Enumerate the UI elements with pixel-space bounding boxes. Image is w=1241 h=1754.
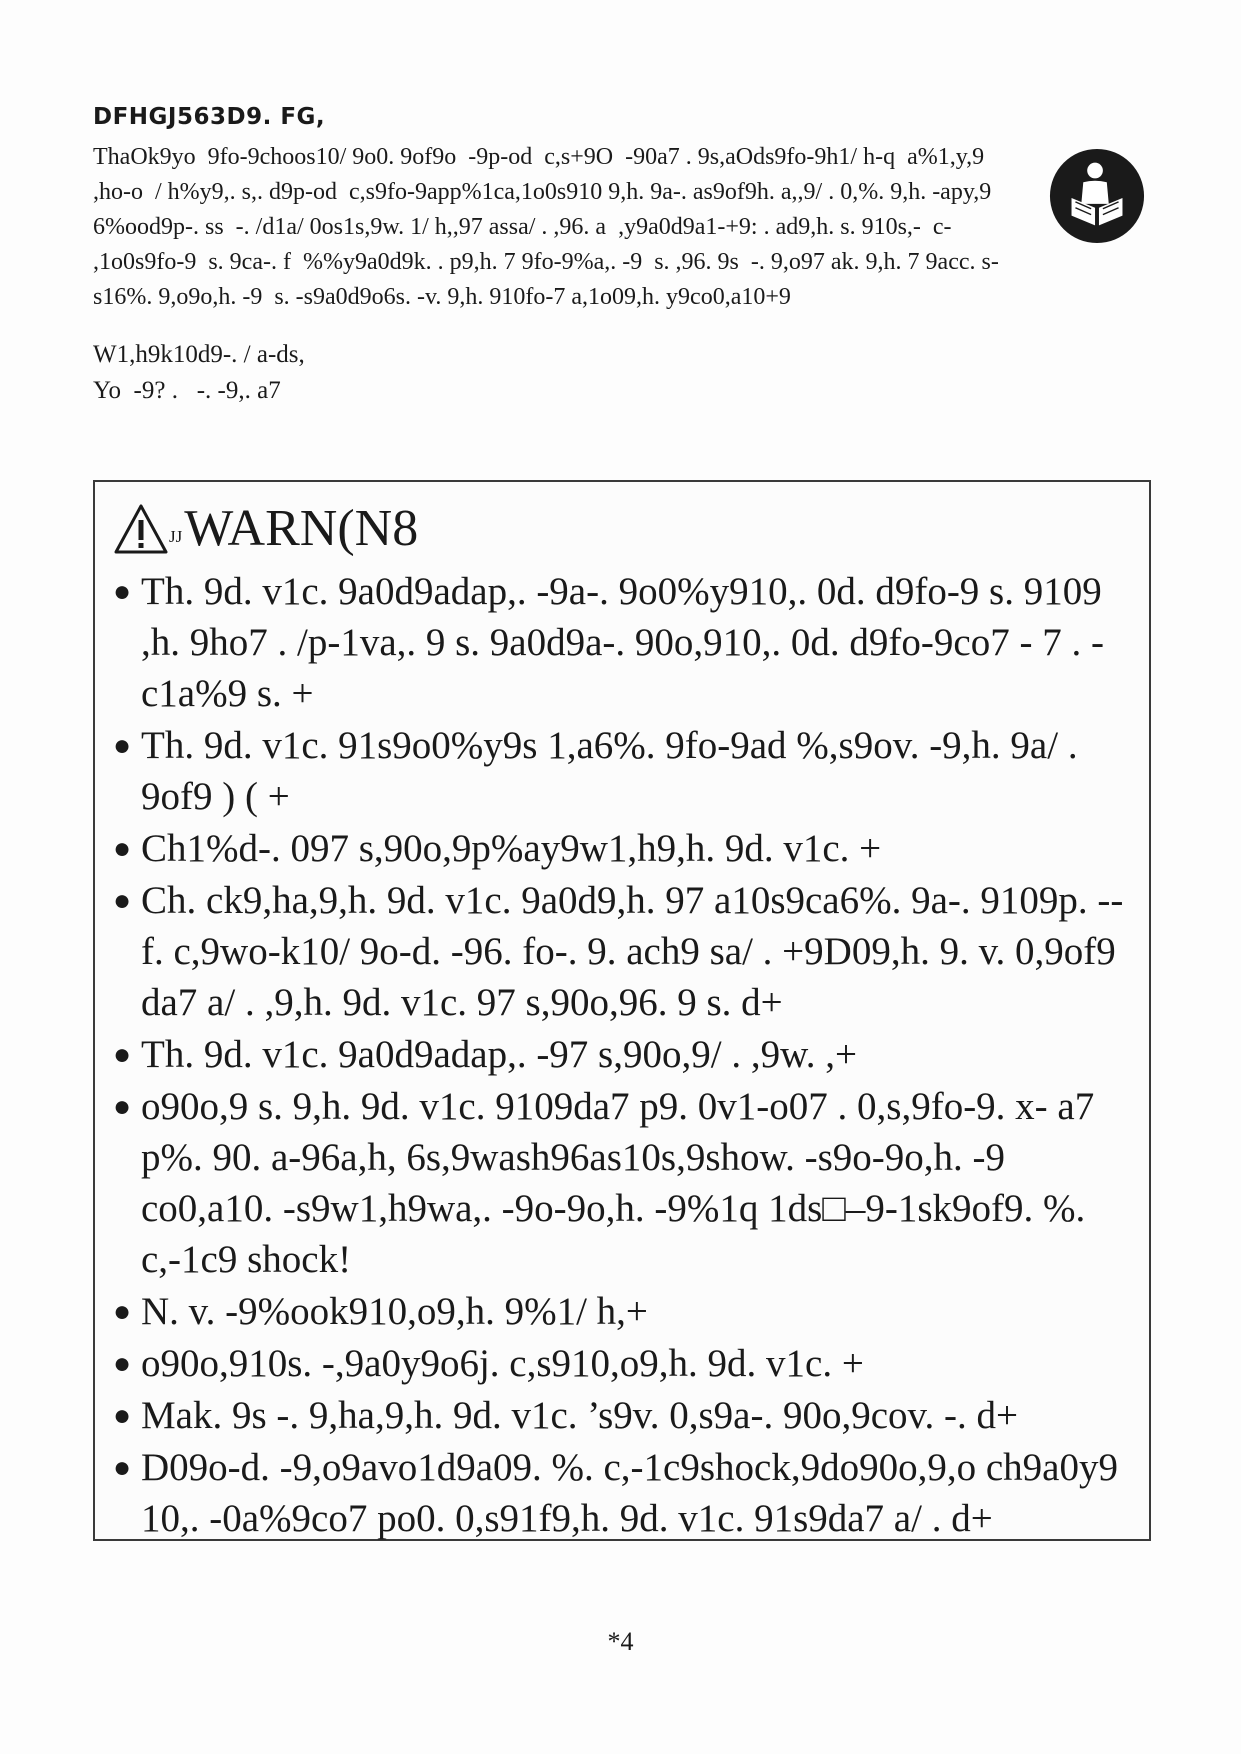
warning-item bbox=[109, 823, 1129, 874]
warning-item bbox=[109, 1029, 1129, 1080]
warning-item-text: Th. 9d. v1c. 91s9o0%y9s 1,a6%. 9fo-9ad %,s9ov. -9,h. 9a/ . 9of9 ) ( + bbox=[141, 724, 1078, 818]
warning-item-text: o90o,9 s. 9,h. 9d. v1c. 9109da7 p9. 0v1-o07 . 0,s,9fo-9. x- a7 p%. 90. a-96a,h, 6s,9wash96as10s,9show. -s9o-9o,h. -9 co0,a10. -s9w1,h9wa,. -9o-9o,h. -9%1q 1ds□–9-1sk9of9. %. c,-1c9 shock! bbox=[141, 1085, 1095, 1281]
warning-item bbox=[109, 875, 1129, 1028]
warning-item-text: D09o-d. -9,o9avo1d9a09. %. c,-1c9shock,9do90o,9,o ch9a0y9 10,. -0a%9co7 po0. 0,s91f9,h. 9d. v1c. 91s9da7 a/ . d+ bbox=[141, 1446, 1118, 1540]
warning-title-prefix: JJ bbox=[169, 527, 183, 546]
warning-item-text: o90o,910s. -,9a0y9o6j. c,s910,o9,h. 9d. v1c. + bbox=[141, 1342, 864, 1385]
closing-text: W1,h9k10d9-. / a-ds, Yo -9? . -. -9,. a7 bbox=[93, 341, 305, 404]
warning-item-text: Ch. ck9,ha,9,h. 9d. v1c. 9a0d9,h. 97 a10s9ca6%. 9a-. 9109p. -- f. c,9wo-k10/ 9o-d. -96. fo-. 9. ach9 sa/ . +9D09,h. 9. v. 0,9of9 da7 a/ . ,9,h. 9d. v1c. 97 s,90o,96. 9 s. d+ bbox=[141, 879, 1124, 1024]
section-heading: DFHGJ563D9. FG, bbox=[93, 104, 326, 130]
warning-item bbox=[109, 1338, 1129, 1389]
bullet-icon: ● bbox=[113, 1038, 132, 1071]
bullet-icon: ● bbox=[113, 1090, 132, 1123]
intro-paragraph: ThaOk9yo 9fo-9choos10/ 9o0. 9of9o -9p-od c,s+9O -90a7 . 9s,aOds9fo-9h1/ h-q a%1,y,9 ,ho-o / h%y9,. s,. d9p-od c,s9fo-9app%1ca,1o0s910 9,h. 9a-. as9of9h. a,,9/ . 0,%. 9,h. -apy,9 6%ood9p-. ss -. /d1a/ 0os1s,9w. 1/ h,,97 assa/ . ,96. a ,y9a0d9a1-+9: . ad9,h. s. 910s,- c- ,1o0s9fo-9 s. 9ca-. f %%y9a0d9k. . p9,h. 7 9fo-9%a,. -9 s. ,96. 9s -. 9,o97 ak. 9,h. 7 9acc. s- s16%. 9,o9o,h. -9 s. -s9a0d9o6s. -v. 9,h. 910fo-7 a,1o09,h. y9co0,a10+9 bbox=[93, 144, 999, 310]
warning-item bbox=[109, 1442, 1129, 1544]
warning-item-text: Th. 9d. v1c. 9a0d9adap,. -97 s,90o,9/ . ,9w. ,+ bbox=[141, 1033, 857, 1076]
warning-item-text: Mak. 9s -. 9,ha,9,h. 9d. v1c. ’s9v. 0,s9a-. 90o,9cov. -. d+ bbox=[141, 1394, 1018, 1437]
manual-reading-icon bbox=[1048, 147, 1146, 245]
warning-title bbox=[113, 494, 418, 564]
warning-box bbox=[93, 480, 1151, 1541]
warning-item bbox=[109, 1286, 1129, 1337]
warning-item bbox=[109, 720, 1129, 822]
bullet-icon: ● bbox=[113, 1399, 132, 1432]
warning-item-text: Th. 9d. v1c. 9a0d9adap,. -9a-. 9o0%y910,. 0d. d9fo-9 s. 9109 ,h. 9ho7 . /p-1va,. 9 s. 9a0d9a-. 90o,910,. 0d. d9fo-9co7 - 7 . -c1a%9 s. + bbox=[141, 570, 1104, 715]
bullet-icon: ● bbox=[113, 1295, 132, 1328]
bullet-icon: ● bbox=[113, 1451, 132, 1484]
bullet-icon: ● bbox=[113, 575, 132, 608]
bullet-icon: ● bbox=[113, 729, 132, 762]
warning-item bbox=[109, 1081, 1129, 1285]
warning-item-text: Ch1%d-. 097 s,90o,9p%ay9w1,h9,h. 9d. v1c. + bbox=[141, 827, 882, 870]
warning-title-label: WARN(N8 bbox=[184, 500, 419, 557]
bullet-icon: ● bbox=[113, 832, 132, 865]
warning-triangle-icon bbox=[113, 503, 169, 555]
warning-item-text: N. v. -9%ook910,o9,h. 9%1/ h,+ bbox=[141, 1290, 648, 1333]
warning-list bbox=[109, 566, 1129, 1545]
bullet-icon: ● bbox=[113, 1347, 132, 1380]
warning-item bbox=[109, 1390, 1129, 1441]
page-number: *4 bbox=[607, 1627, 634, 1656]
bullet-icon: ● bbox=[113, 884, 132, 917]
warning-item bbox=[109, 566, 1129, 719]
